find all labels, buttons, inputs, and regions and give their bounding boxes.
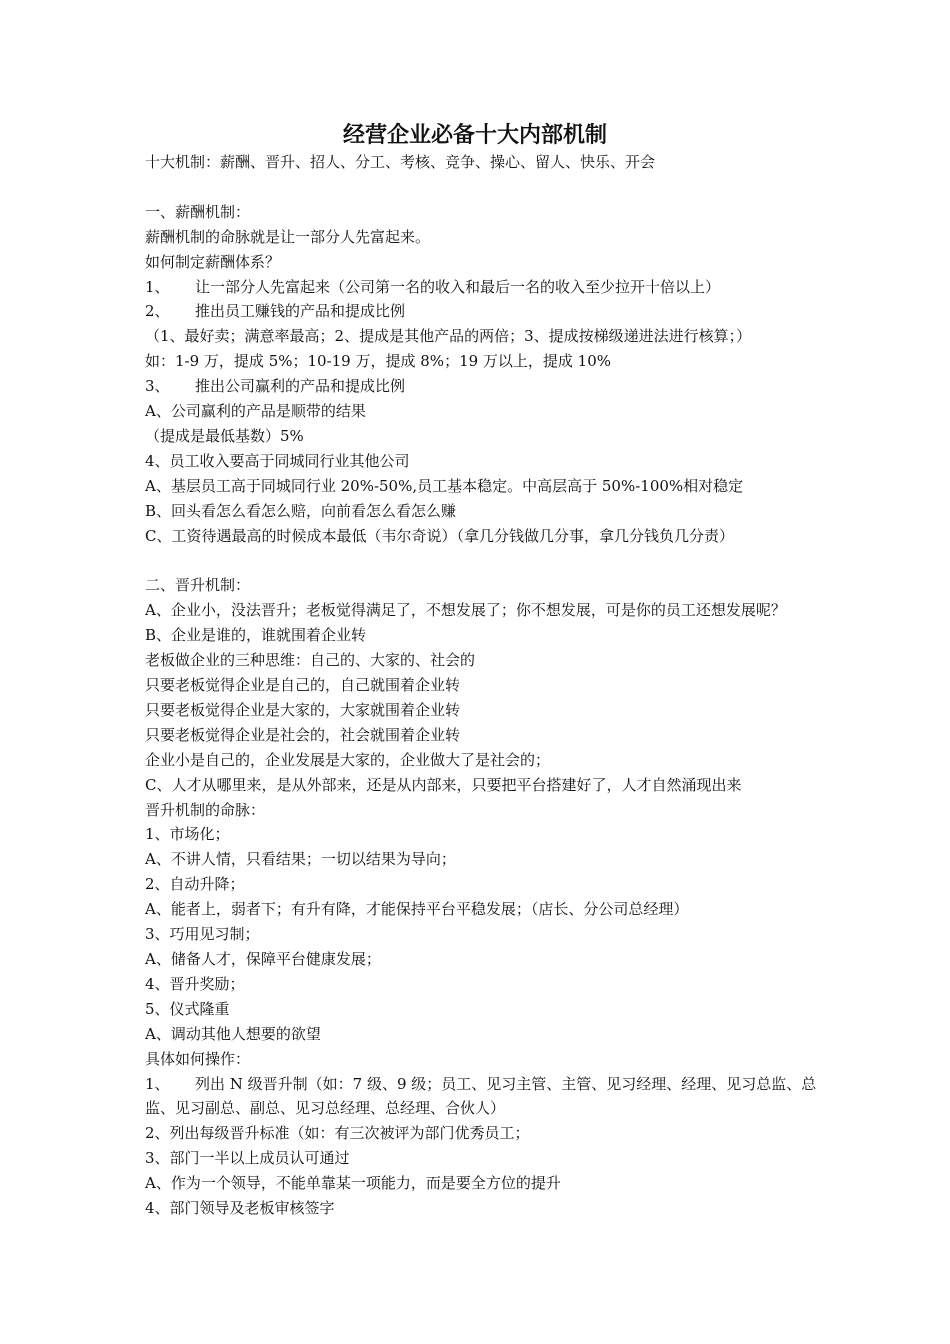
paragraph-line: A、作为一个领导，不能单靠某一项能力，而是要全方位的提升 — [145, 1174, 561, 1193]
paragraph-line: 监、见习副总、副总、见习总经理、总经理、合伙人） — [145, 1099, 506, 1118]
item-number: 1、 — [145, 277, 170, 296]
blank-line — [145, 175, 825, 200]
paragraph-line: A、不讲人情，只看结果；一切以结果为导向； — [145, 850, 456, 869]
document-body — [145, 150, 825, 1221]
paragraph-line: 1、市场化； — [145, 825, 230, 844]
paragraph-line: B、回头看怎么看怎么赔，向前看怎么看怎么赚 — [145, 501, 457, 520]
paragraph-line: A、能者上，弱者下；有升有降，才能保持平台平稳发展；（店长、分公司总经理） — [145, 900, 689, 919]
paragraph-line: 4、员工收入要高于同城同行业其他公司 — [145, 451, 410, 470]
document-title: 经营企业必备十大内部机制 — [342, 123, 607, 148]
paragraph-line: 具体如何操作： — [145, 1049, 251, 1068]
paragraph-line: 只要老板觉得企业是社会的，社会就围着企业转 — [145, 725, 461, 744]
item-number: 2、 — [145, 302, 170, 321]
paragraph-line: 4、部门领导及老板审核签字 — [145, 1199, 335, 1218]
paragraph-line: 企业小是自己的，企业发展是大家的，企业做大了是社会的； — [145, 750, 551, 769]
paragraph-line: 晋升机制的命脉： — [145, 800, 266, 819]
paragraph-line: （1、最好卖；满意率最高；2、提成是其他产品的两倍；3、提成按梯级递进法进行核算；） — [145, 327, 752, 346]
paragraph-line: 只要老板觉得企业是自己的，自己就围着企业转 — [145, 676, 461, 694]
paragraph-line: 3、部门一半以上成员认可通过 — [145, 1149, 350, 1168]
paragraph-line: 5、仪式隆重 — [145, 999, 230, 1018]
numbered-item — [145, 275, 825, 300]
intro-line: 十大机制：薪酬、晋升、招人、分工、考核、竞争、操心、留人、快乐、开会 — [145, 153, 656, 171]
paragraph-line: 老板做企业的三种思维：自己的、大家的、社会的 — [145, 651, 476, 670]
item-number: 1、 — [145, 1074, 170, 1093]
numbered-item — [145, 1072, 825, 1097]
item-text: 推出公司赢利的产品和提成比例 — [195, 377, 406, 396]
paragraph-line: 2、自动升降； — [145, 875, 245, 894]
item-number: 3、 — [145, 377, 170, 396]
paragraph-line: 2、列出每级晋升标准（如：有三次被评为部门优秀员工； — [145, 1124, 530, 1143]
paragraph-line: （提成是最低基数）5% — [145, 426, 304, 445]
paragraph-line: A、基层员工高于同城同行业 20%-50%,员工基本稳定。中高层高于 50%-100%相对稳定 — [145, 476, 744, 495]
paragraph-line: 如：1-9 万，提成 5%；10-19 万，提成 8%；19 万以上，提成 10% — [145, 352, 612, 371]
paragraph-line: A、公司赢利的产品是顺带的结果 — [145, 402, 366, 421]
paragraph-line: C、人才从哪里来，是从外部来，还是从内部来，只要把平台搭建好了，人才自然涌现出来 — [145, 775, 742, 794]
paragraph-line: 如何制定薪酬体系？ — [145, 252, 281, 271]
paragraph-line: A、调动其他人想要的欲望 — [145, 1024, 321, 1043]
paragraph-line: 薪酬机制的命脉就是让一部分人先富起来。 — [145, 227, 431, 246]
paragraph-line: 4、晋升奖励； — [145, 974, 245, 993]
paragraph-line: B、企业是谁的，谁就围着企业转 — [145, 626, 367, 645]
numbered-item — [145, 374, 825, 399]
blank-line — [145, 548, 825, 573]
section-heading: 二、晋升机制： — [145, 576, 251, 595]
paragraph-line: C、工资待遇最高的时候成本最低（韦尔奇说）（拿几分钱做几分事，拿几分钱负几分责） — [145, 526, 734, 545]
numbered-item — [145, 299, 825, 324]
item-text: 让一部分人先富起来（公司第一名的收入和最后一名的收入至少拉开十倍以上） — [195, 277, 721, 296]
paragraph-line: 只要老板觉得企业是大家的，大家就围着企业转 — [145, 700, 461, 719]
paragraph-line: 3、巧用见习制； — [145, 925, 260, 944]
item-text: 列出 N 级晋升制（如：7 级、9 级；员工、见习主管、主管、见习经理、经理、见习总监、总 — [195, 1074, 817, 1093]
item-text: 推出员工赚钱的产品和提成比例 — [195, 302, 406, 321]
paragraph-line: A、企业小，没法晋升；老板觉得满足了，不想发展了；你不想发展，可是你的员工还想发展呢？ — [145, 601, 786, 620]
section-heading: 一、薪酬机制： — [145, 202, 251, 221]
paragraph-line: A、储备人才，保障平台健康发展； — [145, 949, 381, 968]
